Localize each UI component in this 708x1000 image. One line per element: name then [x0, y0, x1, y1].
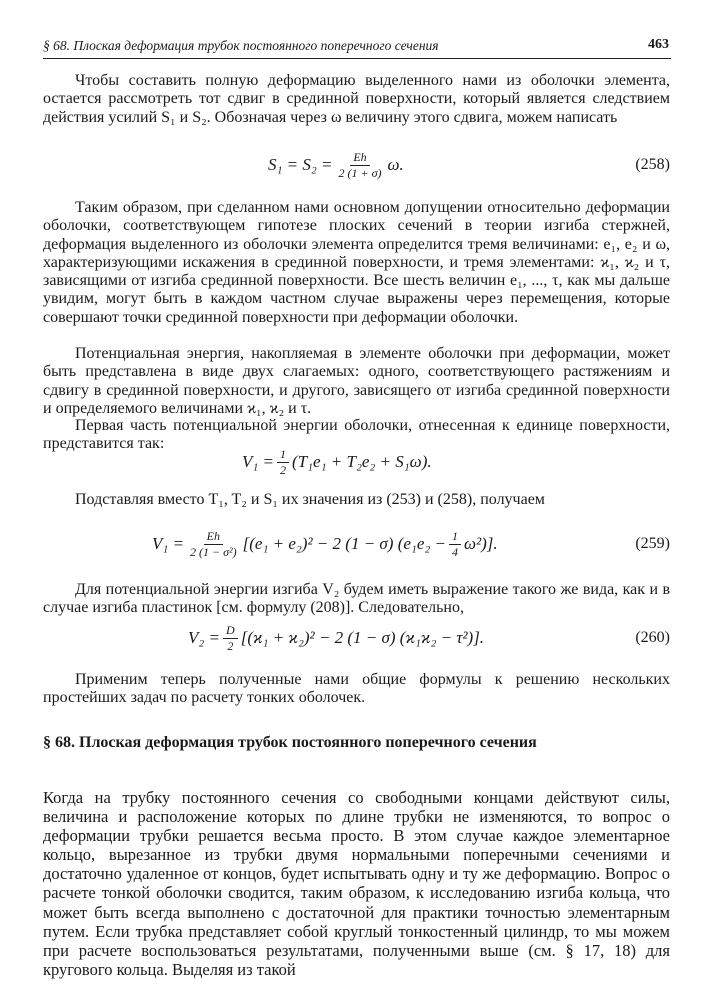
paragraph-8: Когда на трубку постоянного сечения со свободными концами действуют силы, величина и расположение которых по длине трубки не изменяются, то вопрос о деформации трубки решается весьма просто. В этом случае каждое элементарное кольцо, вырезанное из трубки двумя нормальными поперечными сечениями и достаточно удаленное от концов, будет испытывать одну и ту же деформацию. Вопрос о расчете тонкой оболочки сводится, таким образом, к исследованию изгиба кольца, что может быть всегда выполнено с достаточной для практики точностью элементарным путем. Если трубка представляет собой круглый тонкостенный цилиндр, то мы можем при расчете воспользоваться результатами, полученными выше (см. § 17, 18) для кругового кольца. Выделяя из такой — [43, 788, 670, 979]
eqv1-numerator: 1 — [277, 447, 289, 463]
eq259-lhs: V₁ = — [152, 534, 185, 553]
equation-260 — [188, 623, 670, 653]
running-header — [43, 36, 671, 59]
eq260-denominator: 2 — [227, 638, 234, 653]
eq258-denominator: 2 (1 + σ) — [338, 165, 382, 180]
eq259-tail: ω²)]. — [464, 534, 498, 553]
eqv1-rhs: (T₁e₁ + T₂e₂ + S₁ω). — [292, 452, 432, 471]
eq259-numerator-2: 1 — [449, 529, 461, 545]
eq259-numerator: Eh — [204, 529, 223, 545]
eq258-fraction — [336, 150, 385, 181]
eqv1-fraction — [277, 447, 289, 478]
eq259-fraction — [187, 529, 240, 560]
eq258-rhs: ω. — [387, 155, 404, 174]
eq258-lhs: S₁ = S₂ = — [268, 155, 333, 174]
equation-258 — [268, 150, 670, 180]
eq259-number: (259) — [635, 535, 670, 552]
eq259-denominator-2: 4 — [452, 544, 459, 559]
eq260-lhs: V₂ = — [188, 628, 221, 647]
paragraph-6: Для потенциальной энергии изгиба V₂ будем иметь выражение такого же вида, как и в случае изгиба пластинок [см. формулу (208)]. Следовательно, — [43, 581, 670, 617]
eqv1-lhs: V₁ = — [242, 452, 275, 471]
paragraph-7: Применим теперь полученные нами общие формулы к решению нескольких простейших задач по расчету тонких оболочек. — [43, 671, 670, 707]
section-heading: § 68. Плоская деформация трубок постоянного поперечного сечения — [43, 734, 537, 751]
eq260-rhs: [(ϰ₁ + ϰ₂)² − 2 (1 − σ) (ϰ₁ϰ₂ − τ²)]. — [240, 628, 485, 647]
paragraph-1: Чтобы составить полную деформацию выделенного нами из оболочки элемента, остается рассмотреть тот сдвиг в срединной поверхности, который является следствием действия усилий S₁ и S₂. Обозначая через ω величину этого сдвига, можем написать — [43, 72, 670, 126]
eq258-number: (258) — [635, 156, 670, 173]
equation-259 — [152, 529, 670, 559]
eqv1-denominator: 2 — [280, 462, 287, 477]
paragraph-5: Подставляя вместо T₁, T₂ и S₁ их значения из (253) и (258), получаем — [75, 491, 545, 508]
eq260-fraction — [223, 623, 238, 654]
eq260-number: (260) — [635, 629, 670, 646]
eq259-denominator: 2 (1 − σ²) — [190, 544, 237, 559]
paragraph-2: Таким образом, при сделанном нами основном допущении относительно деформации оболочки, соответствующем гипотезе плоских сечений в теории изгиба стержней, деформация выделенного из оболочки элемента определится тремя величинами: e₁, e₂ и ω, характеризующими искажения в срединной поверхности, и тремя элементами: ϰ₁, ϰ₂ и τ, зависящими от изгиба срединной поверхности. Все шесть величин e₁, ..., τ, как мы дальше увидим, могут быть в каждом частном случае выражены через перемещения, которые совершают точки срединной поверхности при деформации оболочки. — [43, 199, 670, 326]
eq260-numerator: D — [223, 623, 238, 639]
paragraph-4: Первая часть потенциальной энергии оболочки, отнесенная к единице поверхности, представится так: — [43, 417, 670, 453]
paragraph-3: Потенциальная энергия, накопляемая в элементе оболочки при деформации, может быть представлена в виде двух слагаемых: одного, соответствующего растяжениям и сдвигу в срединной поверхности, и другого, зависящего от изгиба срединной поверхности и определяемого величинами ϰ₁, ϰ₂ и τ. — [43, 345, 670, 417]
eq259-fraction-quarter — [449, 529, 461, 560]
page-number: 463 — [648, 37, 669, 52]
equation-v1-definition — [242, 447, 432, 477]
eq259-body: [(e₁ + e₂)² − 2 (1 − σ) (e₁e₂ − — [242, 534, 447, 553]
running-header-title: § 68. Плоская деформация трубок постоянного поперечного сечения — [43, 38, 439, 53]
eq258-numerator: Eh — [350, 150, 369, 166]
